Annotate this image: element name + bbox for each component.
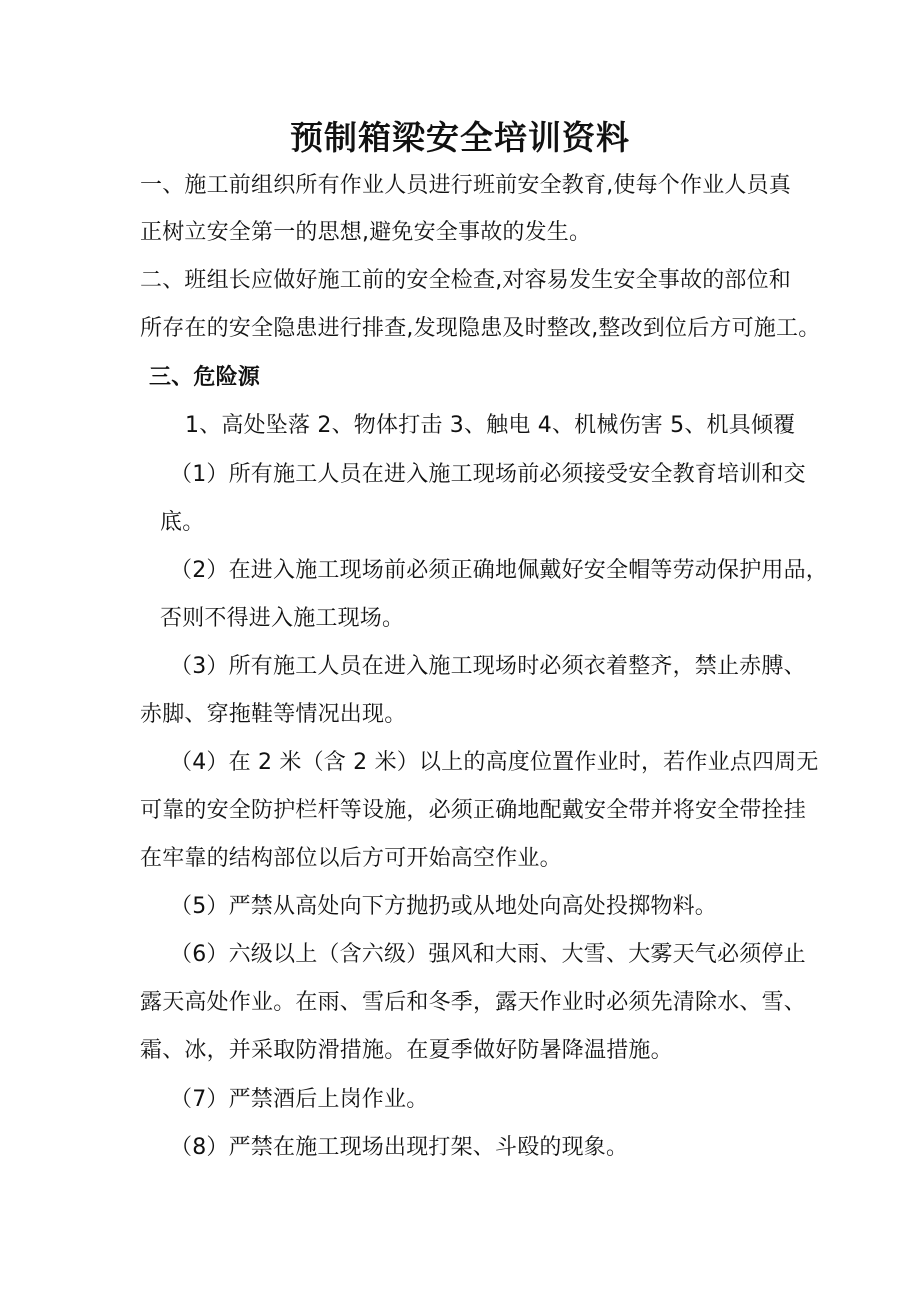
rule-3-line-2: 赤脚、穿拖鞋等情况出现。	[140, 702, 407, 727]
hazard-list: 1、高处坠落 2、物体打击 3、触电 4、机械伤害 5、机具倾覆	[185, 413, 796, 438]
rule-6-line-2: 露天高处作业。在雨、雪后和冬季，露天作业时必须先清除水、雪、	[140, 990, 807, 1015]
rule-6-line-1: （6）六级以上（含六级）强风和大雨、大雪、大雾天气必须停止	[170, 942, 806, 967]
rule-4-line-1: （4）在 2 米（含 2 米）以上的高度位置作业时，若作业点四周无	[170, 750, 819, 775]
rule-5: （5）严禁从高处向下方抛扔或从地处向高处投掷物料。	[170, 894, 717, 919]
rule-1-line-1: （1）所有施工人员在进入施工现场前必须接受安全教育培训和交	[170, 462, 806, 487]
rule-3-line-1: （3）所有施工人员在进入施工现场时必须衣着整齐，禁止赤膊、	[170, 654, 806, 679]
paragraph-2-line-1: 二、班组长应做好施工前的安全检查,对容易发生安全事故的部位和	[140, 268, 791, 293]
rule-7: （7）严禁酒后上岗作业。	[170, 1087, 429, 1112]
rule-8: （8）严禁在施工现场出现打架、斗殴的现象。	[170, 1135, 629, 1160]
rule-1-line-2: 底。	[160, 510, 205, 535]
rule-4-line-2: 可靠的安全防护栏杆等设施，必须正确地配戴安全带并将安全带拴挂	[140, 798, 807, 823]
paragraph-1-line-1: 一、施工前组织所有作业人员进行班前安全教育,使每个作业人员真	[140, 173, 791, 198]
rule-4-line-3: 在牢靠的结构部位以后方可开始高空作业。	[140, 846, 562, 871]
rule-2-line-2: 否则不得进入施工现场。	[160, 606, 405, 631]
document-title: 预制箱梁安全培训资料	[290, 118, 630, 157]
paragraph-1-line-2: 正树立安全第一的思想,避免安全事故的发生。	[140, 220, 592, 245]
section-heading-hazards: 三、危险源	[149, 365, 261, 390]
rule-2-line-1: （2）在进入施工现场前必须正确地佩戴好安全帽等劳动保护用品，	[170, 558, 828, 583]
paragraph-2-line-2: 所存在的安全隐患进行排查,发现隐患及时整改,整改到位后方可施工。	[140, 316, 821, 341]
rule-6-line-3: 霜、冰，并采取防滑措施。在夏季做好防暑降温措施。	[140, 1038, 673, 1063]
